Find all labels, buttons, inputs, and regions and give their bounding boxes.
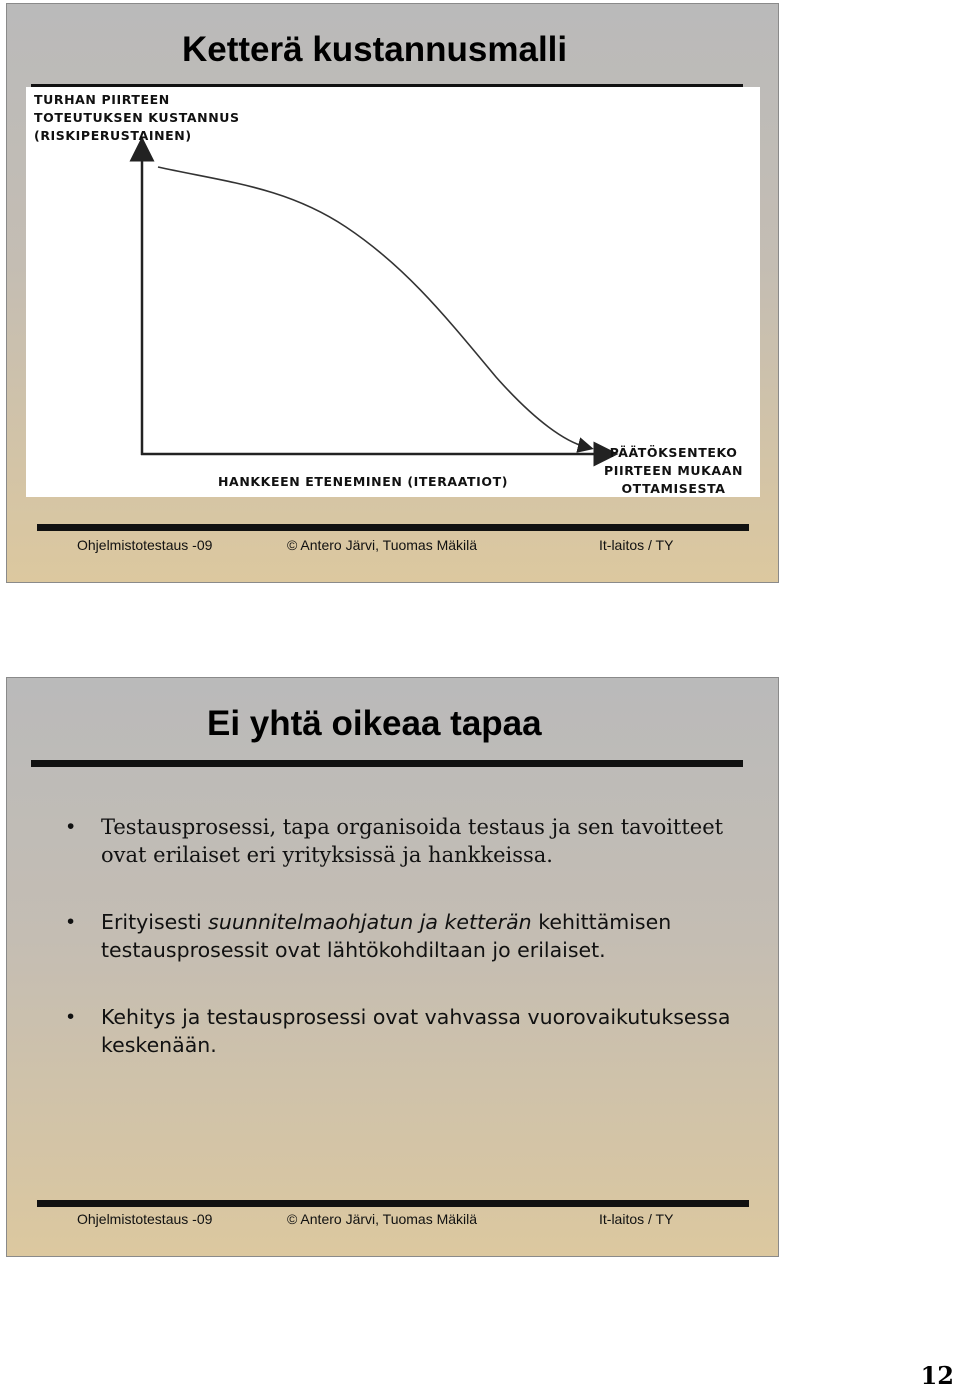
y-axis-label: TURHAN PIIRTEEN TOTEUTUKSEN KUSTANNUS (RISKIPERUSTAINEN) xyxy=(34,92,240,143)
footer-authors: © Antero Järvi, Tuomas Mäkilä xyxy=(287,1211,478,1227)
footer-divider xyxy=(37,524,749,531)
footer-divider xyxy=(37,1200,749,1207)
bullet-text-post: kehittämisen testausprosessit ovat lähtökohdiltaan jo erilaiset. xyxy=(101,910,672,962)
bullet-item xyxy=(67,1003,758,1059)
slide-agile-cost-model xyxy=(6,3,779,583)
footer-course: Ohjelmistotestaus -09 xyxy=(77,1211,213,1227)
footer-authors: © Antero Järvi, Tuomas Mäkilä xyxy=(287,537,478,553)
page-number: 12 xyxy=(920,1361,954,1390)
x-axis-label: HANKKEEN ETENEMINEN (ITERAATIOT) xyxy=(218,474,509,489)
bullet-glyph: • xyxy=(67,910,75,933)
bullet-list xyxy=(67,813,758,1098)
footer-department: It-laitos / TY xyxy=(599,537,674,553)
cost-curve-figure xyxy=(26,87,760,497)
bullet-text: Kehitys ja testausprosessi ovat vahvassa vuorovaikutuksessa keskenään. xyxy=(101,1005,731,1057)
title-divider xyxy=(31,760,743,767)
decision-point-label: PÄÄTÖKSENTEKO PIIRTEEN MUKAAN OTTAMISESTA xyxy=(604,445,744,496)
bullet-text: Testausprosessi, tapa organisoida testaus ja sen tavoitteet ovat erilaiset eri yrityksissä ja hankkeissa. xyxy=(101,815,724,867)
bullet-text-emphasis: suunnitelmaohjatun ja ketterän xyxy=(208,910,532,934)
slide-no-single-right-way xyxy=(6,677,779,1257)
bullet-glyph: • xyxy=(67,1005,75,1028)
cost-curve-diagram xyxy=(26,87,760,497)
footer-course: Ohjelmistotestaus -09 xyxy=(77,537,213,553)
bullet-item xyxy=(67,908,758,964)
cost-curve xyxy=(158,167,586,447)
bullet-glyph: • xyxy=(67,815,75,838)
slide-title: Ei yhtä oikeaa tapaa xyxy=(207,704,542,743)
slide-title: Ketterä kustannusmalli xyxy=(182,30,568,69)
footer-department: It-laitos / TY xyxy=(599,1211,674,1227)
bullet-text-pre: Erityisesti xyxy=(101,910,209,934)
bullet-item xyxy=(67,813,758,869)
